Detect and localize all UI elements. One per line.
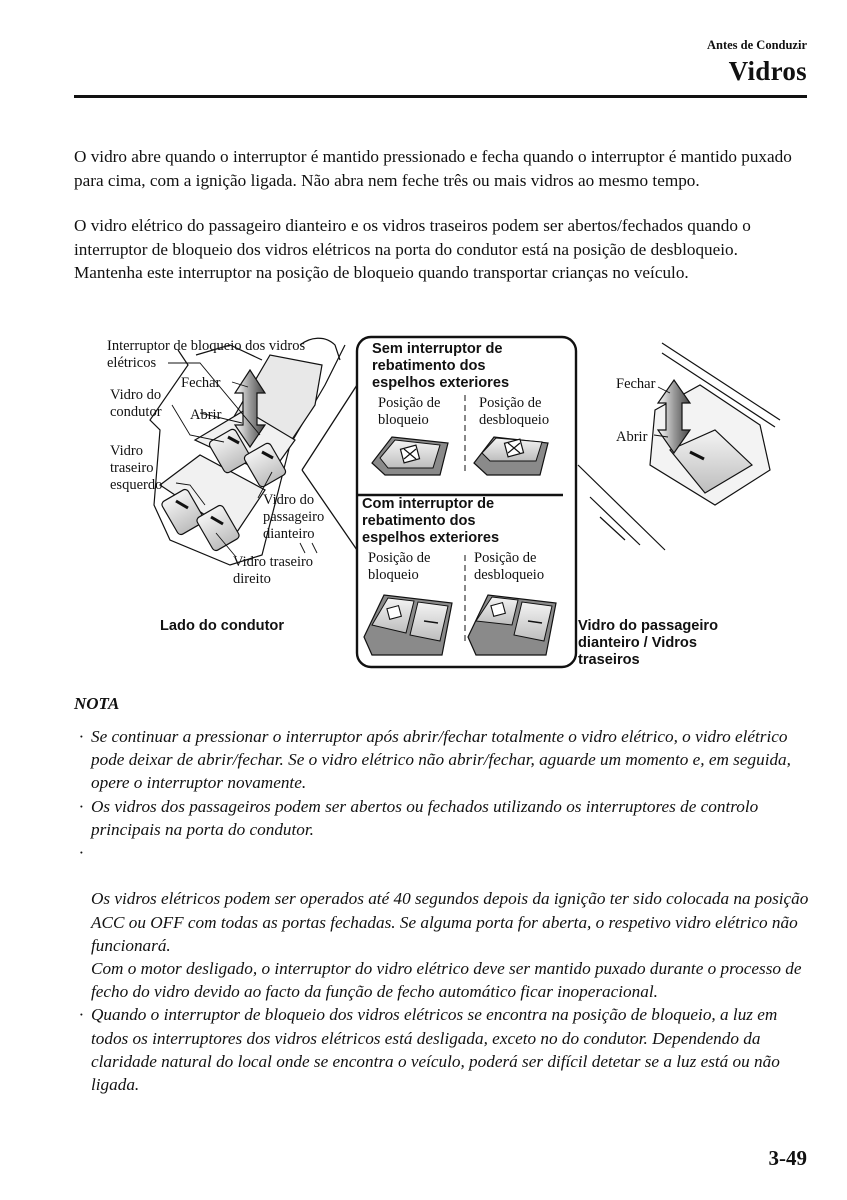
window-switch-figure	[0, 325, 847, 675]
intro-paragraph-1: O vidro abre quando o interruptor é mantido pressionado e fecha quando o interruptor é mantido puxado para cima, com a ignição ligada. Não abra nem feche três ou mais vidros ao mesmo tempo.	[74, 147, 792, 190]
with-fold-lock-label: Posição de bloqueio	[368, 550, 431, 583]
passenger-open-label: Abrir	[616, 429, 648, 445]
header-divider	[74, 95, 807, 98]
nota-item	[74, 1003, 814, 1096]
without-fold-lock-label: Posição de bloqueio	[378, 395, 441, 428]
rear-right-label: Vidro traseiro direito	[233, 554, 314, 587]
front-passenger-label: Vidro do passageiro dianteiro	[263, 492, 325, 542]
without-fold-unlock-label: Posição de desbloqueio	[479, 395, 550, 428]
nota-item	[74, 725, 814, 795]
nota-item-text: Se continuar a pressionar o interruptor após abrir/fechar totalmente o vidro elétrico, o vidro elétrico pode deixar de abrir/fechar. Se o vidro elétrico não abrir/fechar, aguarde um momento e, em seguida, opere o interruptor novamente.	[91, 727, 791, 793]
passenger-caption: Vidro do passageiro dianteiro / Vidros traseiros	[578, 618, 719, 668]
page-title: Vidros	[728, 56, 807, 86]
bullet-dot: ·	[79, 843, 84, 863]
nota-title: NOTA	[74, 694, 120, 713]
with-fold-title: Com interruptor de rebatimento dos espelhos exteriores	[362, 496, 500, 546]
with-fold-unlock-label: Posição de desbloqueio	[474, 550, 545, 583]
intro-paragraph-2: O vidro elétrico do passageiro dianteiro e os vidros traseiros podem ser abertos/fechados quando o interruptor de bloqueio dos vidros elétricos na porta do condutor está na posição de desbloqueio. Mantenha este interruptor na posição de bloqueio quando transportar crianças no veículo.	[74, 216, 751, 283]
driver-door-illustration	[150, 338, 345, 565]
nota-item-text: Os vidros dos passageiros podem ser abertos ou fechados utilizando os interruptores de controlo principais na porta do condutor.	[91, 796, 759, 839]
driver-window-label: Vidro do condutor	[110, 387, 162, 420]
lock-switch-label: Interruptor de bloqueio dos vidros elétricos	[107, 338, 306, 371]
without-fold-title: Sem interruptor de rebatimento dos espelhos exteriores	[372, 341, 510, 391]
nota-item-text: Os vidros elétricos podem ser operados até 40 segundos depois da ignição ter sido colocada na posição ACC ou OFF com todas as portas fechadas. Se alguma porta for aberta, o respetivo vidro elétrico não funcionará. Com o motor desligado, o interruptor do vidro elétrico deve ser mantido puxado durante o processo de fecho do vidro devido ao facto da função de fecho automático ficar inoperacional.	[91, 889, 809, 1002]
page-number: 3-49	[768, 1146, 807, 1170]
nota-item	[74, 841, 814, 1003]
driver-open-label: Abrir	[190, 407, 222, 423]
nota-item-text: Quando o interruptor de bloqueio dos vidros elétricos se encontra na posição de bloqueio, a luz em todos os interruptores dos vidros elétricos está desligada, exceto no do condutor. Dependendo da claridade natural do local onde se encontra o veículo, poderá ser difícil detetar se a luz está ou não ligada.	[91, 1005, 780, 1095]
passenger-close-label: Fechar	[616, 376, 656, 392]
driver-close-label: Fechar	[181, 375, 221, 391]
rear-left-label: Vidro traseiro esquerdo	[110, 443, 163, 493]
bullet-dot: ·	[79, 796, 84, 816]
nota-list	[74, 725, 814, 1096]
nota-item	[74, 795, 814, 841]
bullet-dot: ·	[79, 1005, 84, 1025]
bullet-dot: ·	[79, 727, 84, 746]
driver-side-caption: Lado do condutor	[160, 618, 285, 634]
section-header: Antes de Conduzir	[706, 38, 807, 52]
